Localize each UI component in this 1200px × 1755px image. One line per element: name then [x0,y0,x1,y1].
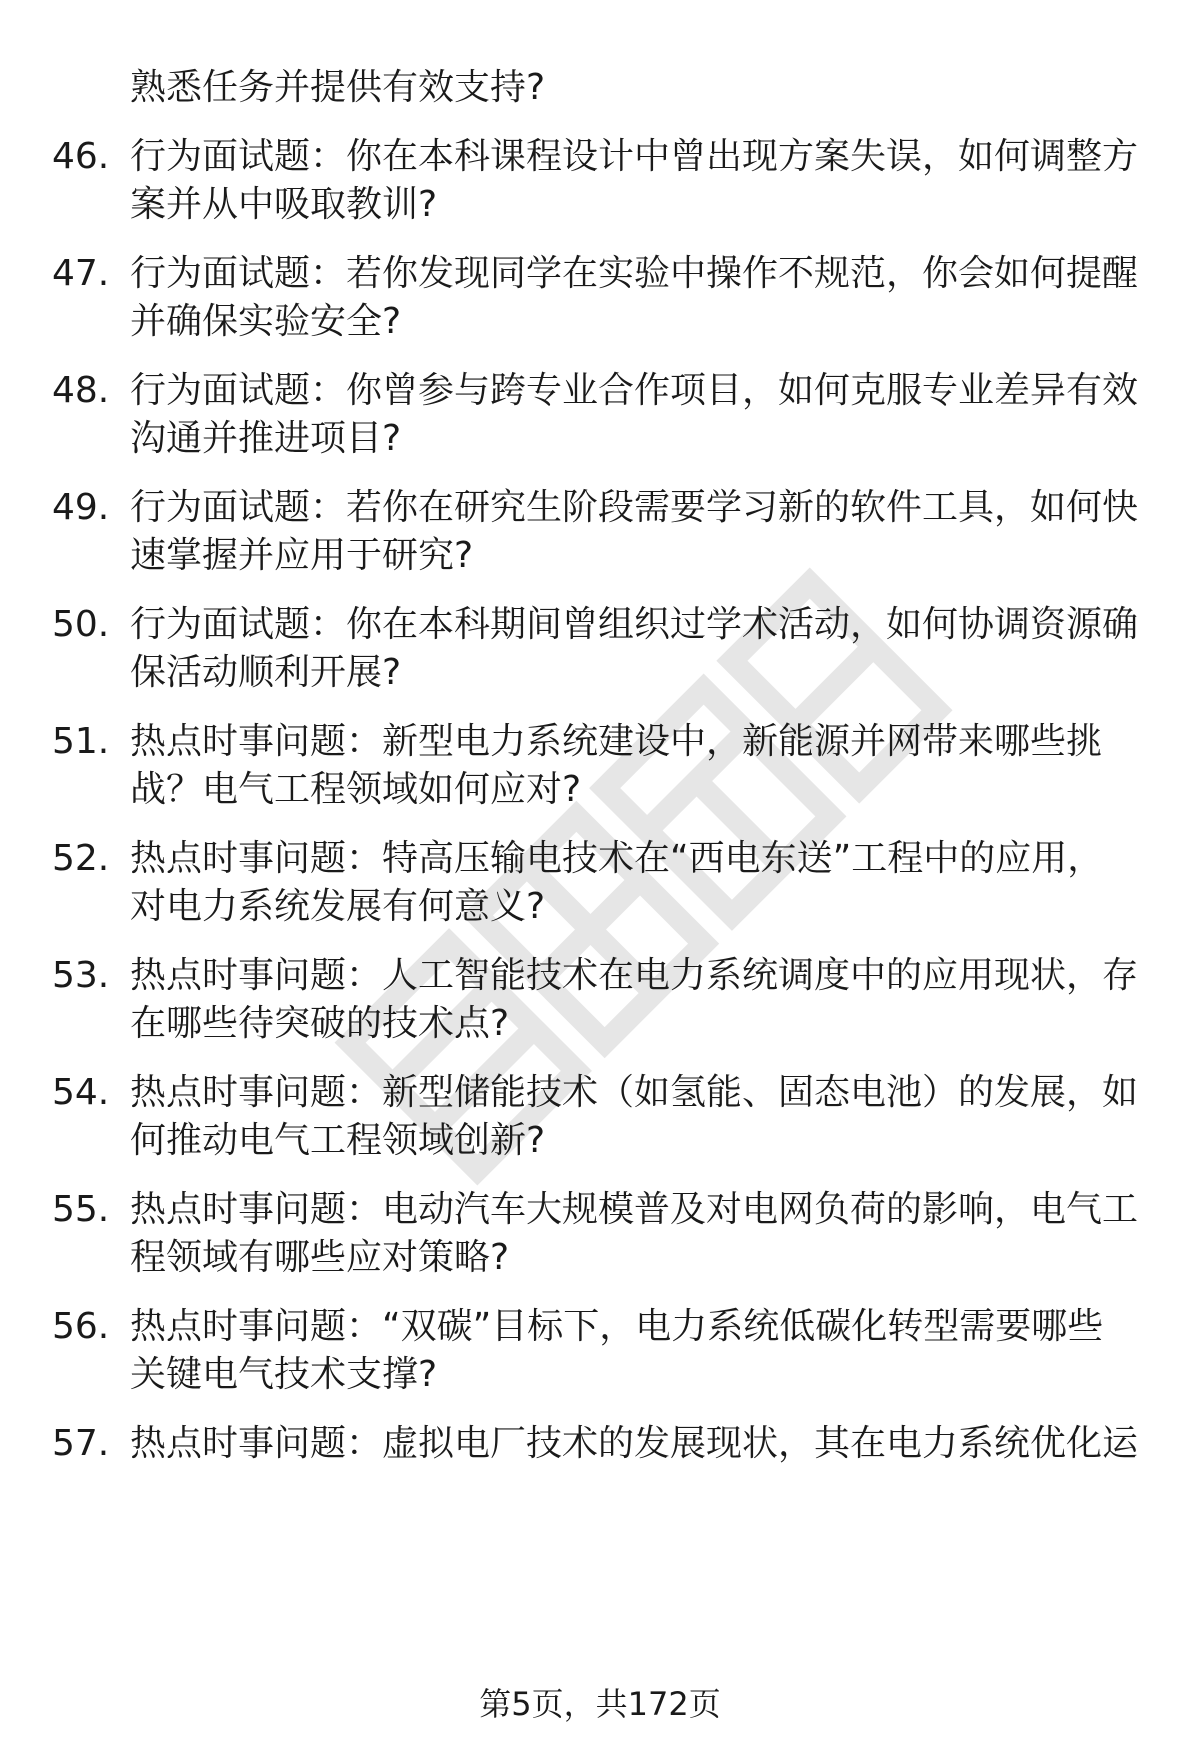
item-text-line: 战？电气工程领域如何应对? [130,769,582,810]
item-text-line: 行为面试题：若你发现同学在实验中操作不规范，你会如何提醒 [130,253,1139,294]
item-text-line: 热点时事问题：特高压输电技术在“西电东送”工程中的应用， [130,838,1104,879]
item-text-line: 保活动顺利开展? [130,652,402,693]
item-text-line: 热点时事问题：新型电力系统建设中，新能源并网带来哪些挑 [130,721,1103,762]
item-number: 47. [52,253,110,294]
item-number: 54. [52,1072,110,1113]
item-text-line: 行为面试题：若你在研究生阶段需要学习新的软件工具，如何快 [130,487,1139,528]
item-text-line: 在哪些待突破的技术点? [130,1003,510,1044]
item-number: 55. [52,1189,110,1230]
item-text-line: 并确保实验安全? [130,301,402,342]
item-text-line: 行为面试题：你在本科期间曾组织过学术活动，如何协调资源确 [130,604,1139,645]
item-number: 57. [52,1423,110,1464]
item-text-line: 何推动电气工程领域创新? [130,1120,546,1161]
item-text-line: 对电力系统发展有何意义? [130,886,546,927]
item-text-line: 关键电气技术支撑? [130,1354,438,1395]
item-text-line: 热点时事问题：虚拟电厂技术的发展现状，其在电力系统优化运 [130,1423,1139,1464]
item-number: 51. [52,721,110,762]
item-number: 50. [52,604,110,645]
item-text-line: 行为面试题：你曾参与跨专业合作项目，如何克服专业差异有效 [130,370,1139,411]
item-text-line: 热点时事问题：电动汽车大规模普及对电网负荷的影响，电气工 [130,1189,1139,1230]
item-number: 56. [52,1306,110,1347]
item-text-line: 行为面试题：你在本科课程设计中曾出现方案失误，如何调整方 [130,136,1139,177]
page-footer: 第5页，共172页 [479,1685,721,1723]
item-text-line: 速掌握并应用于研究? [130,535,474,576]
item-text-line: 案并从中吸取教训? [130,184,438,225]
item-text-line: 热点时事问题：人工智能技术在电力系统调度中的应用现状，存 [130,955,1139,996]
item-number: 46. [52,136,110,177]
item-text-line: 热点时事问题：新型储能技术（如氢能、固态电池）的发展，如 [130,1072,1139,1113]
item-number: 53. [52,955,110,996]
item-number: 52. [52,838,110,879]
item-number: 49. [52,487,110,528]
item-text-line: 程领域有哪些应对策略? [130,1237,510,1278]
continuation-line: 熟悉任务并提供有效支持? [130,67,546,108]
item-text-line: 沟通并推进项目? [130,418,402,459]
item-text-line: 热点时事问题：“双碳”目标下，电力系统低碳化转型需要哪些 [130,1306,1104,1347]
item-number: 48. [52,370,110,411]
